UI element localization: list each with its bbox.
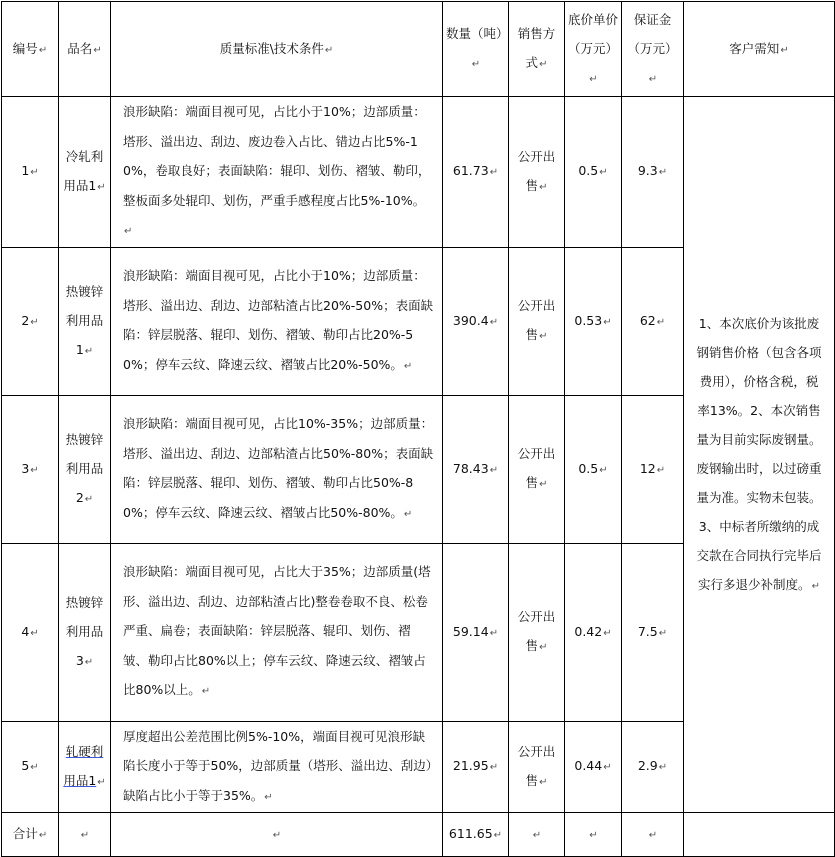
cell-name: 热镀锌利用品3↵: [59, 543, 111, 721]
cell-name: 热镀锌利用品2↵: [59, 395, 111, 543]
cell-no: 1↵: [2, 97, 59, 248]
cell-qty: 61.73↵: [443, 97, 509, 248]
header-row: [2, 2, 835, 97]
total-empty-price: ↵: [565, 813, 622, 857]
cell-no: 5↵: [2, 721, 59, 813]
header-no: 编号↵: [2, 2, 59, 97]
cell-sale: 公开出售↵: [509, 97, 565, 248]
customer-notice: 1、本次底价为该批废钢销售价格（包含各项费用），价格含税，税率13%。2、本次销售量为目前实际废钢量。废钢输出时，以过磅重量为准。实物未包装。3、中标者所缴纳的成交款在合同执行完毕后实行多退少补制度。↵: [684, 97, 835, 813]
cell-price: 0.53↵: [565, 247, 622, 395]
scrap-steel-sale-table: [1, 1, 835, 857]
cell-deposit: 2.9↵: [622, 721, 684, 813]
total-empty-deposit: ↵: [622, 813, 684, 857]
cell-sale: 公开出售↵: [509, 395, 565, 543]
header-deposit: 保证金（万元）↵: [622, 2, 684, 97]
total-row: [2, 813, 835, 857]
cell-sale: 公开出售↵: [509, 247, 565, 395]
header-notice: 客户需知↵: [684, 2, 835, 97]
cell-no: 4↵: [2, 543, 59, 721]
total-empty-spec: ↵: [111, 813, 443, 857]
cell-price: 0.44↵: [565, 721, 622, 813]
total-empty-sale: ↵: [509, 813, 565, 857]
cell-spec: 厚度超出公差范围比例5%-10%，端面目视可见浪形缺陷长度小于等于50%，边部质量（塔形、溢出边、刮边）缺陷占比小于等于35%。↵: [111, 721, 443, 813]
cell-deposit: 7.5↵: [622, 543, 684, 721]
total-qty: 611.65↵: [443, 813, 509, 857]
cell-name: 热镀锌利用品1↵: [59, 247, 111, 395]
cell-spec: 浪形缺陷：端面目视可见，占比小于10%；边部质量：塔形、溢出边、刮边、废边卷入占比、错边占比5%-10%，卷取良好；表面缺陷：辊印、划伤、褶皱、勒印，整板面多处辊印、划伤，严重手感程度占比5%-10%。↵: [111, 97, 443, 248]
total-label: 合计↵: [2, 813, 59, 857]
cell-no: 3↵: [2, 395, 59, 543]
cell-price: 0.42↵: [565, 543, 622, 721]
cell-no: 2↵: [2, 247, 59, 395]
cell-qty: 78.43↵: [443, 395, 509, 543]
header-spec: 质量标准\技术条件↵: [111, 2, 443, 97]
header-qty: 数量（吨）↵: [443, 2, 509, 97]
cell-deposit: 62↵: [622, 247, 684, 395]
header-name: 品名↵: [59, 2, 111, 97]
cell-deposit: 9.3↵: [622, 97, 684, 248]
cell-qty: 390.4↵: [443, 247, 509, 395]
cell-sale: 公开出售↵: [509, 721, 565, 813]
cell-spec: 浪形缺陷：端面目视可见，占比10%-35%；边部质量：塔形、溢出边、刮边、边部粘渣占比50%-80%；表面缺陷：锌层脱落、辊印、划伤、褶皱、勒印占比50%-80%；停车云纹、降速云纹、褶皱占比50%-80%。↵: [111, 395, 443, 543]
cell-qty: 21.95↵: [443, 721, 509, 813]
header-price: 底价单价（万元）↵: [565, 2, 622, 97]
total-empty-name: ↵: [59, 813, 111, 857]
cell-deposit: 12↵: [622, 395, 684, 543]
cell-price: 0.5↵: [565, 97, 622, 248]
total-empty-notice: [684, 813, 835, 857]
cell-qty: 59.14↵: [443, 543, 509, 721]
cell-price: 0.5↵: [565, 395, 622, 543]
cell-spec: 浪形缺陷：端面目视可见，占比大于35%；边部质量(塔形、溢出边、刮边、边部粘渣占比)整卷卷取不良、松卷严重、扁卷；表面缺陷：锌层脱落、辊印、划伤、褶皱、勒印占比80%以上；停车云纹、降速云纹、褶皱占比80%以上。↵: [111, 543, 443, 721]
cell-sale: 公开出售↵: [509, 543, 565, 721]
header-sale: 销售方式↵: [509, 2, 565, 97]
table-row: [2, 97, 835, 248]
cell-name: 冷轧利用品1↵: [59, 97, 111, 248]
cell-name: 轧硬利用品1↵: [59, 721, 111, 813]
cell-spec: 浪形缺陷：端面目视可见，占比小于10%；边部质量：塔形、溢出边、刮边、边部粘渣占比20%-50%；表面缺陷：锌层脱落、辊印、划伤、褶皱、勒印占比20%-50%；停车云纹、降速云纹、褶皱占比20%-50%。↵: [111, 247, 443, 395]
